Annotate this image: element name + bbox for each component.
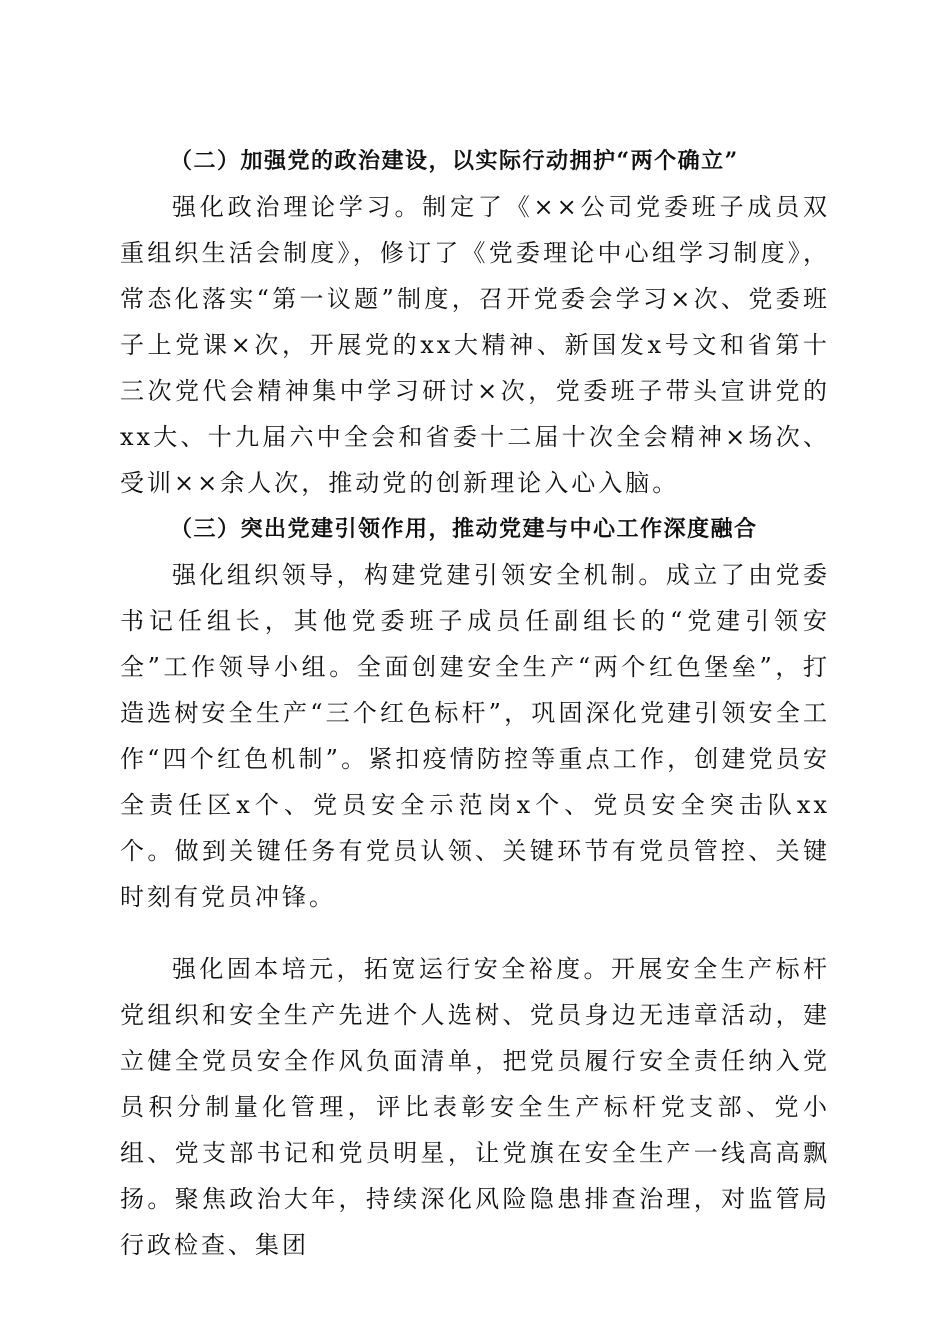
section-3-heading: （三）突出党建引领作用，推动党建与中心工作深度融合 xyxy=(170,516,758,542)
document-body xyxy=(120,138,830,1268)
section-3-paragraph-1: 强化组织领导，构建党建引领安全机制。成立了由党委书记任组长，其他党委班子成员任副组长的“党建引领安全”工作领导小组。全面创建安全生产“两个红色堡垒”，打造选树安全生产“三个红色标杆”，巩固深化党建引领安全工作“四个红色机制”。紧扣疫情防控等重点工作，创建党员安全责任区x个、党员安全示范岗x个、党员安全突击队xx个。做到关键任务有党员认领、关键环节有党员管控、关键时刻有党员冲锋。 xyxy=(120,561,830,911)
paragraph-spacer xyxy=(120,920,830,946)
section-2-paragraph: 强化政治理论学习。制定了《××公司党委班子成员双重组织生活会制度》，修订了《党委理论中心组学习制度》，常态化落实“第一议题”制度，召开党委会学习×次、党委班子上党课×次，开展党的xx大精神、新国发x号文和省第十三次党代会精神集中学习研讨×次，党委班子带头宣讲党的xx大、十九届六中全会和省委十二届十次全会精神×场次、受训××余人次，推动党的创新理论入心入脑。 xyxy=(120,193,830,497)
section-3-paragraph-2: 强化固本培元，拓宽运行安全裕度。开展安全生产标杆党组织和安全生产先进个人选树、党员身边无违章活动，建立健全党员安全作风负面清单，把党员履行安全责任纳入党员积分制量化管理，评比表彰安全生产标杆党支部、党小组、党支部书记和党员明星，让党旗在安全生产一线高高飘扬。聚焦政治大年，持续深化风险隐患排查治理，对监管局行政检查、集团 xyxy=(120,955,830,1259)
section-2-heading: （二）加强党的政治建设，以实际行动拥护“两个确立” xyxy=(170,148,739,174)
